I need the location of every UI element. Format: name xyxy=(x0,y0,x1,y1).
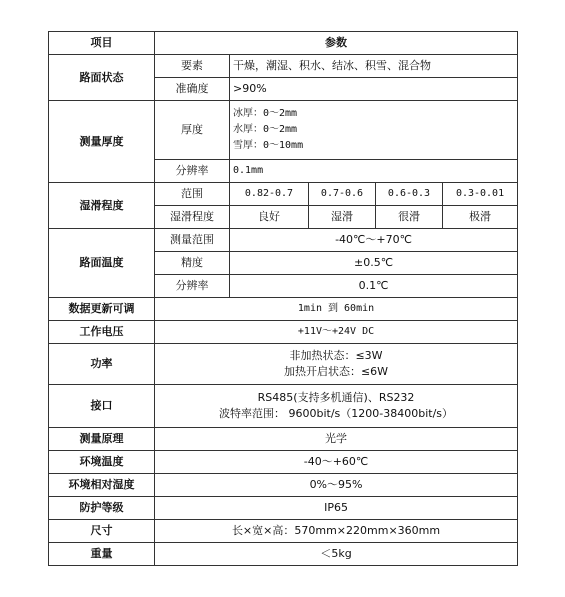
weight-label: 重量 xyxy=(49,543,155,566)
snow-thickness: 雪厚：0～10mm xyxy=(233,140,304,151)
thickness-label: 测量厚度 xyxy=(49,101,155,183)
slippery-label: 湿滑程度 xyxy=(49,183,155,229)
road-temp-range-label: 测量范围 xyxy=(155,229,230,252)
interface-values xyxy=(155,385,518,428)
power-unheated: 非加热状态：≤3W xyxy=(289,349,383,362)
env-humidity-row xyxy=(49,474,518,497)
voltage-value: +11V～+24V DC xyxy=(155,321,518,344)
header-row xyxy=(49,32,518,55)
thickness-sub-label: 厚度 xyxy=(155,101,230,160)
interface-baud-rate: 波特率范围： 9600bit/s（1200-38400bit/s） xyxy=(219,407,454,420)
protection-value: IP65 xyxy=(155,497,518,520)
header-item: 项目 xyxy=(49,32,155,55)
size-label: 尺寸 xyxy=(49,520,155,543)
water-thickness: 水厚：0～2mm xyxy=(233,124,298,135)
env-humidity-value: 0%～95% xyxy=(155,474,518,497)
env-temp-row xyxy=(49,451,518,474)
update-row xyxy=(49,298,518,321)
range-wet: 0.7-0.6 xyxy=(309,183,376,206)
road-temp-resolution-value: 0.1℃ xyxy=(230,275,518,298)
range-very-slippery: 0.6-0.3 xyxy=(376,183,443,206)
update-value: 1min 到 60min xyxy=(155,298,518,321)
interface-protocols: RS485(支持多机通信)、RS232 xyxy=(257,391,415,404)
interface-row xyxy=(49,385,518,428)
road-temp-label: 路面温度 xyxy=(49,229,155,298)
degree-extremely-slippery: 极滑 xyxy=(443,206,518,229)
principle-label: 测量原理 xyxy=(49,428,155,451)
voltage-label: 工作电压 xyxy=(49,321,155,344)
power-row xyxy=(49,344,518,385)
power-label: 功率 xyxy=(49,344,155,385)
protection-label: 防护等级 xyxy=(49,497,155,520)
accuracy-value: >90% xyxy=(230,78,518,101)
thickness-row xyxy=(49,101,518,160)
elements-label: 要素 xyxy=(155,55,230,78)
degree-wet: 湿滑 xyxy=(309,206,376,229)
slippery-range-row xyxy=(49,183,518,206)
header-param: 参数 xyxy=(155,32,518,55)
range-extremely-slippery: 0.3-0.01 xyxy=(443,183,518,206)
ice-thickness: 冰厚：0～2mm xyxy=(233,108,298,119)
principle-row xyxy=(49,428,518,451)
weight-value: ＜5kg xyxy=(155,543,518,566)
road-temp-range-value: -40℃～+70℃ xyxy=(230,229,518,252)
road-state-row xyxy=(49,55,518,78)
size-value: 长×宽×高：570mm×220mm×360mm xyxy=(155,520,518,543)
spec-table xyxy=(48,31,518,566)
range-good: 0.82-0.7 xyxy=(230,183,309,206)
interface-label: 接口 xyxy=(49,385,155,428)
thickness-values xyxy=(230,101,518,160)
size-row xyxy=(49,520,518,543)
power-values xyxy=(155,344,518,385)
weight-row xyxy=(49,543,518,566)
principle-value: 光学 xyxy=(155,428,518,451)
road-temp-resolution-label: 分辨率 xyxy=(155,275,230,298)
env-humidity-label: 环境相对湿度 xyxy=(49,474,155,497)
accuracy-label: 准确度 xyxy=(155,78,230,101)
protection-row xyxy=(49,497,518,520)
voltage-row xyxy=(49,321,518,344)
road-temp-precision-label: 精度 xyxy=(155,252,230,275)
thickness-resolution-label: 分辨率 xyxy=(155,160,230,183)
road-state-label: 路面状态 xyxy=(49,55,155,101)
slippery-degree-label: 湿滑程度 xyxy=(155,206,230,229)
road-temp-precision-value: ±0.5℃ xyxy=(230,252,518,275)
power-heated: 加热开启状态：≤6W xyxy=(283,365,389,378)
env-temp-label: 环境温度 xyxy=(49,451,155,474)
env-temp-value: -40～+60℃ xyxy=(155,451,518,474)
update-label: 数据更新可调 xyxy=(49,298,155,321)
road-temp-range-row xyxy=(49,229,518,252)
degree-very-slippery: 很滑 xyxy=(376,206,443,229)
thickness-resolution-value: 0.1mm xyxy=(230,160,518,183)
elements-value: 干燥，潮湿、积水、结冰、积雪、混合物 xyxy=(230,55,518,78)
degree-good: 良好 xyxy=(230,206,309,229)
slippery-range-label: 范围 xyxy=(155,183,230,206)
